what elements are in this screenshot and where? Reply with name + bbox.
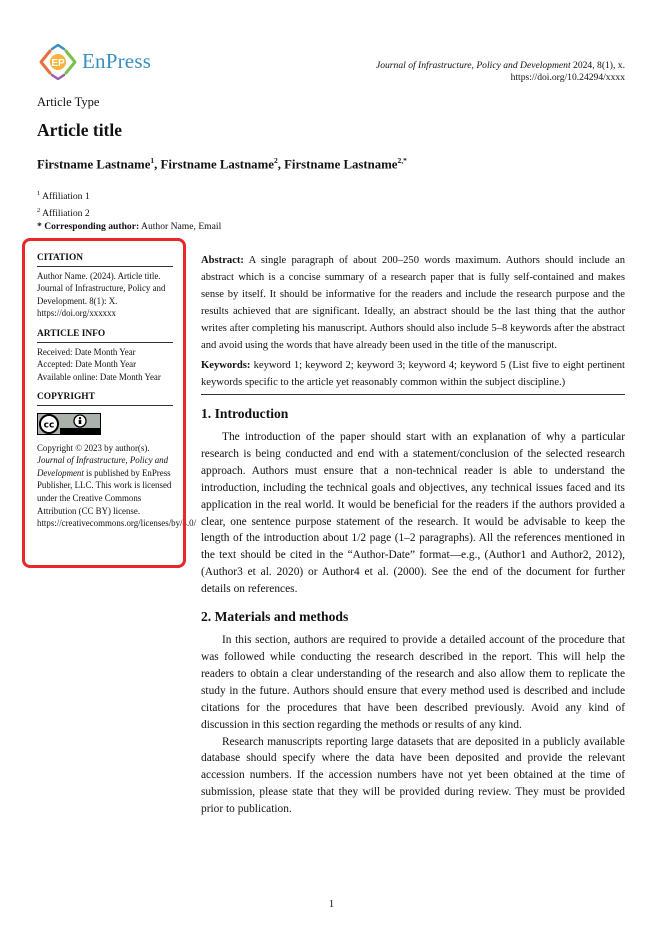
svg-text:EP: EP: [51, 58, 65, 69]
author-sup: 1: [150, 156, 155, 165]
journal-name: Journal of Infrastructure, Policy and Development: [375, 60, 571, 71]
author-sup: 2,*: [397, 156, 407, 165]
doi-link[interactable]: https://doi.org/10.24294/xxxx: [510, 71, 625, 83]
available-date: Available online: Date Month Year: [37, 371, 161, 382]
affiliations: [37, 187, 221, 234]
methods-paragraph: Research manuscripts reporting large datasets that are deposited in a publicly available database should specify where the data have been deposited and provide the relevant accession numbers. If the accession numbers have not yet been obtained at the time of submission, please state that they will be provided during review. They must be provided prior to publication.: [201, 735, 625, 816]
article-info-heading: ARTICLE INFO: [37, 328, 173, 343]
sidebar-highlight-box: [22, 238, 197, 568]
enpress-logo-icon: [38, 44, 78, 80]
author-sup: 2: [273, 156, 278, 165]
section-heading-methods: 2. Materials and methods: [201, 609, 349, 625]
copyright-heading: COPYRIGHT: [37, 391, 173, 406]
affiliation-item: $^1$ Affiliation 1: [37, 190, 90, 203]
journal-reference: [376, 60, 625, 83]
section-heading-introduction: 1. Introduction: [201, 406, 289, 421]
main-column: [201, 252, 625, 818]
abstract: Abstract: A single paragraph of about 200–250 words maximum. Authors should include an abstract which is a concise summary of a research paper that is fully self-contained and makes sense by itself. It should be informative for the readers and include the research purpose and the results achieved that are significant. Ideally, an abstract should be the last thing that the author writes after completing his manuscript. Authors should also include 5–8 keywords after the abstract and avoid using the words that have already been used in the title of the manuscript.: [201, 255, 625, 351]
accepted-date: Accepted: Date Month Year: [37, 359, 137, 370]
citation-text: Author Name. (2024). Article title. Journal of Infrastructure, Policy and Development. 8(1): X. https://doi.org/xxxxxx: [37, 270, 166, 319]
corresponding-author: * Corresponding author: Author Name, Email: [37, 221, 222, 233]
affiliation-item: $^2$ Affiliation 2: [37, 206, 90, 219]
page-number: 1: [328, 899, 335, 910]
enpress-logo: [38, 44, 163, 80]
brand-name: EnPress: [82, 49, 152, 73]
journal-issue: 2024, 8(1), x.: [570, 60, 625, 71]
divider: [201, 394, 625, 395]
citation-heading: CITATION: [37, 252, 173, 267]
article-title: Article title: [37, 120, 123, 140]
introduction-paragraph: The introduction of the paper should start with an explanation of why a particular research is being conducted and end with a statement/conclusion of the selected research approach. Authors must ensure that a non-technical reader is able to understand the introduction, including the technical goals and objectives, any technical issues faced and its application in the real world. It would be beneficial for the readers if the authors provided a clear, one sentence purpose statement of the research. It would be advisable to keep the length of the introduction about 1/2 page (1–2 paragraphs). All the references mentioned in the text should be cited in the “Author-Date” format—e.g., (Author1 and Author2, 2012), (Author3 et al. 2020) or Author4 et al. (2000). See the end of the document for further details on references.: [201, 431, 625, 596]
keywords: Keywords: keyword 1; keyword 2; keyword 3; keyword 4; keyword 5 (List five to eight pertinent keywords specific to the article yet reasonably common within the subject discipline.): [201, 360, 625, 388]
svg-text:cc: cc: [43, 420, 55, 431]
author-name: Firstname Lastname: [160, 157, 274, 172]
copyright-line: Copyright © 2023 by author(s).: [37, 442, 150, 453]
methods-paragraph: In this section, authors are required to provide a detailed account of the procedure that was followed while conducting the research described in the report. This will help the readers to obtain a clear understanding of the research and also allow them to replicate the study in the future. Authors should ensure that every method used is described and include citations for the procedures that have been described previously. Avoid any kind of discussion in this section regarding the methods or results of any kind.: [201, 634, 625, 731]
article-type: Article Type: [37, 95, 100, 109]
author-name: Firstname Lastname: [284, 157, 398, 172]
author-list: Firstname Lastname$^1$, Firstname Lastname$^2$, Firstname Lastname$^{2,*}$: [37, 156, 407, 172]
received-date: Received: Date Month Year: [37, 346, 136, 357]
author-name: Firstname Lastname: [37, 157, 151, 172]
copyright-license: Journal of Infrastructure, Policy and Development is published by EnPress Publisher, LLC. This work is licensed under the Creative Commons Attribution (CC BY) license. https://creativecommons.org/licenses/by/4.0/: [37, 455, 197, 529]
